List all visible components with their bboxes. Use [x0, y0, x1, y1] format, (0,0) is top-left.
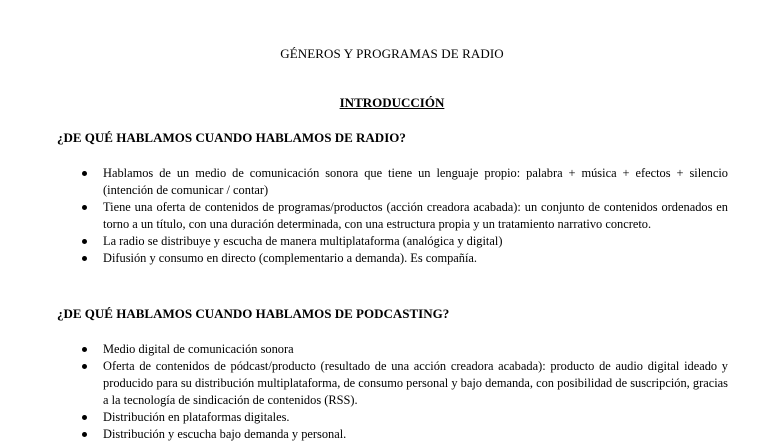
list-item	[82, 409, 728, 426]
list-item	[82, 165, 728, 199]
list-item-text: Distribución y escucha bajo demanda y personal.	[103, 427, 347, 441]
list-item-text: Medio digital de comunicación sonora	[103, 342, 294, 356]
bullet-icon	[82, 239, 87, 244]
bullet-icon	[82, 256, 87, 261]
list-item-text: Tiene una oferta de contenidos de programas/productos (acción creadora acabada): un conjunto de contenidos ordenados en torno a un título, con una duración determinada, con una estructura propia y un tratamiento narrativo concreto.	[103, 200, 728, 231]
list-item-text: Oferta de contenidos de pódcast/producto (resultado de una acción creadora acabada): producto de audio digital ideado y producido para su distribución multiplataforma, de consumo personal y bajo demanda, con posibilidad de suscripción, gracias a la tecnología de sindicación de contenidos (RSS).	[103, 359, 728, 407]
section-heading-introduccion: INTRODUCCIÓN	[339, 95, 445, 110]
list-item	[82, 358, 728, 409]
bullet-icon	[82, 364, 87, 369]
list-item-text: La radio se distribuye y escucha de manera multiplataforma (analógica y digital)	[103, 234, 503, 248]
document-title: GÉNEROS Y PROGRAMAS DE RADIO	[280, 46, 504, 61]
list-item	[82, 426, 728, 443]
list-item-text: Difusión y consumo en directo (complementario a demanda). Es compañía.	[103, 251, 478, 265]
bullet-icon	[82, 415, 87, 420]
list-item	[82, 341, 728, 358]
bullet-icon	[82, 171, 87, 176]
list-item	[82, 199, 728, 233]
list-item-text: Hablamos de un medio de comunicación sonora que tiene un lenguaje propio: palabra + música + efectos + silencio (intención de comunicar / contar)	[103, 166, 728, 197]
podcasting-bullet-list	[82, 341, 728, 443]
heading-podcasting: ¿DE QUÉ HABLAMOS CUANDO HABLAMOS DE PODCASTING?	[57, 306, 450, 321]
list-item	[82, 250, 728, 267]
bullet-icon	[82, 347, 87, 352]
radio-bullet-list	[82, 165, 728, 267]
bullet-icon	[82, 432, 87, 437]
bullet-icon	[82, 205, 87, 210]
heading-radio: ¿DE QUÉ HABLAMOS CUANDO HABLAMOS DE RADIO?	[57, 130, 406, 145]
list-item-text: Distribución en plataformas digitales.	[103, 410, 290, 424]
list-item	[82, 233, 728, 250]
